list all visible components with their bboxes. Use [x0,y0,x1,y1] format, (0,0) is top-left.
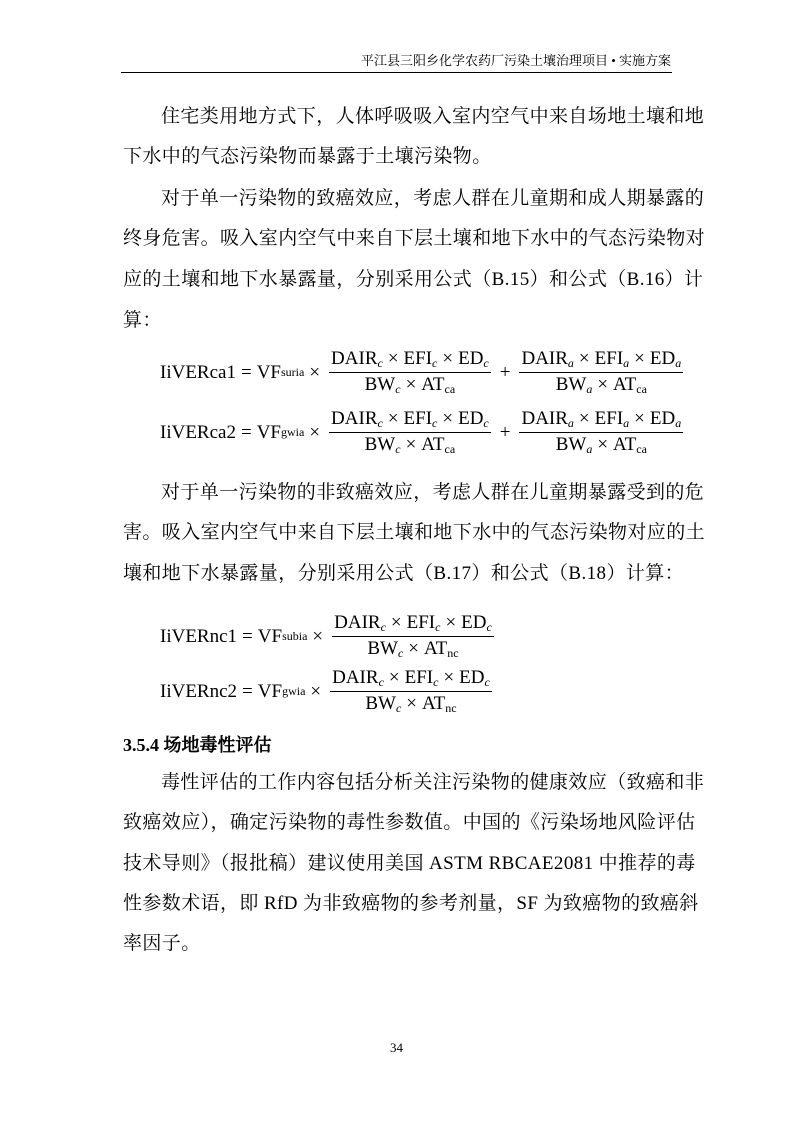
equation: IiVERnc2 = VF gwia × $\frac{DAIR_c \times EFI_c \times ED_c}{BW_c \times AT_{nc}}$ [160,667,490,715]
paragraph-line: 住宅类用地方式下，人体呼吸吸入室内空气中来自场地土壤和地 [161,106,705,127]
paragraph-line: 害。吸入室内空气中来自下层土壤和地下水中的气态污染物对应的土 [123,522,706,543]
vf-subscript: suria [281,365,305,379]
fraction: $\frac{DAIR_a \times EFI_a \times ED_a}{BW_a \times AT_{ca}}$ [521,408,682,456]
running-header: 平江县三阳乡化学农药厂污染土壤治理项目 • 实施方案 [360,53,671,68]
section-heading: 3.5.4 场地毒性评估 [123,735,272,755]
paragraph-line: 对于单一污染物的致癌效应，考虑人群在儿童期和成人期暴露的 [161,188,705,209]
paragraph-line: 性参数术语，即 RfD 为非致癌物的参考剂量，SF 为致癌物的致癌斜 [123,893,699,914]
fraction: $\frac{DAIR_c \times EFI_c \times ED_c}{BW_c \times AT_{nc}}$ [334,612,492,660]
paragraph-line: 致癌效应），确定污染物的毒性参数值。中国的《污染场地风险评估 [123,812,696,833]
equation-lhs: IiVERnc2 [160,680,238,702]
equation: IiVERca2 = VF gwia × $\frac{DAIR_c \times EFI_c \times ED_c}{BW_c \times AT_{ca}}$ + $\frac{DAIR_a \times EFI_a \times ED_a}{BW_a \times AT_{ca}}$ [160,408,682,456]
paragraph-line: 应的土壤和地下水暴露量，分别采用公式（B.15）和公式（B.16）计 [123,269,704,290]
paragraph-line: 下水中的气态污染物而暴露于土壤污染物。 [123,146,492,167]
equation-lhs: IiVERca2 [160,421,236,443]
paragraph-line: 算： [123,310,162,331]
paragraph-line: 对于单一污染物的非致癌效应，考虑人群在儿童期暴露受到的危 [161,482,705,503]
equation-lhs: IiVERca1 [160,361,236,383]
paragraph-line: 毒性评估的工作内容包括分析关注污染物的健康效应（致癌和非 [161,772,705,793]
header-rule [121,72,672,73]
vf-subscript: gwia [281,425,305,439]
fraction: $\frac{DAIR_a \times EFI_a \times ED_a}{BW_a \times AT_{ca}}$ [521,348,682,396]
fraction: $\frac{DAIR_c \times EFI_c \times ED_c}{BW_c \times AT_{nc}}$ [332,667,490,715]
vf-subscript: gwia [282,684,306,698]
paragraph-line: 壤和地下水暴露量，分别采用公式（B.17）和公式（B.18）计算： [123,563,685,584]
paragraph-line: 技术导则》（报批稿）建议使用美国 ASTM RBCAE2081 中推荐的毒 [123,853,696,874]
vf-subscript: subia [282,629,308,643]
equation-lhs: IiVERnc1 [160,625,238,647]
equation: IiVERca1 = VF suria × $\frac{DAIR_c \times EFI_c \times ED_c}{BW_c \times AT_{ca}}$ + $\frac{DAIR_a \times EFI_a \times ED_a}{BW_a \times AT_{ca}}$ [160,348,682,396]
equation: IiVERnc1 = VF subia × $\frac{DAIR_c \times EFI_c \times ED_c}{BW_c \times AT_{nc}}$ [160,612,492,660]
fraction: $\frac{DAIR_c \times EFI_c \times ED_c}{BW_c \times AT_{ca}}$ [331,408,489,456]
fraction: $\frac{DAIR_c \times EFI_c \times ED_c}{BW_c \times AT_{ca}}$ [331,348,489,396]
page-number: 34 [390,1040,403,1055]
paragraph-line: 率因子。 [123,933,201,954]
paragraph-line: 终身危害。吸入室内空气中来自下层土壤和地下水中的气态污染物对 [123,228,706,249]
